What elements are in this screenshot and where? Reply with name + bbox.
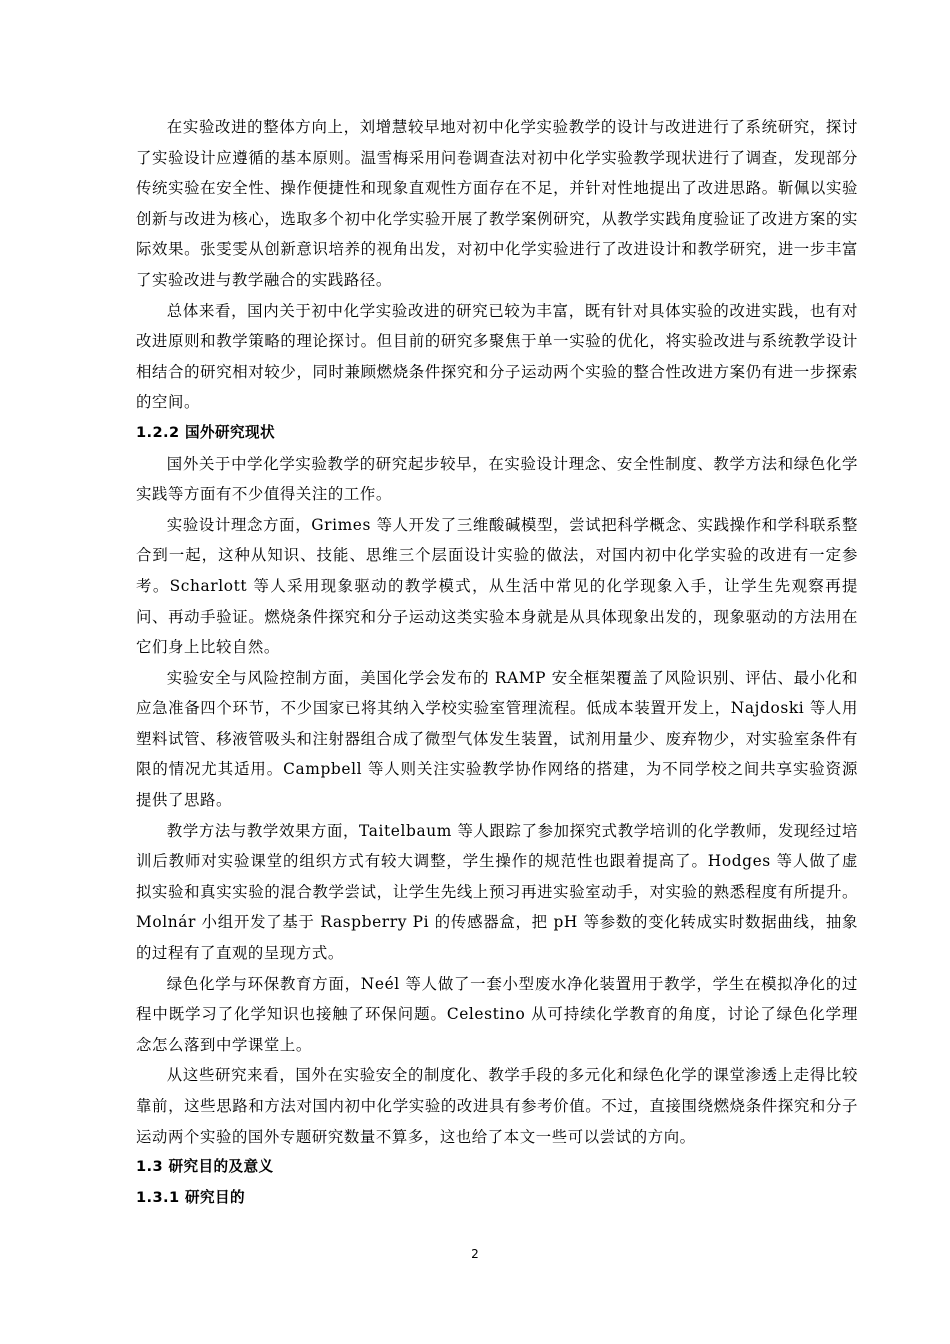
section-heading-1-3: 1.3 研究目的及意义 bbox=[136, 1158, 274, 1176]
paragraph-safety-risk: 实验安全与风险控制方面，美国化学会发布的 RAMP 安全框架覆盖了风险识别、评估、最小化和应急准备四个环节，不少国家已将其纳入学校实验室管理流程。低成本装置开发上，Najdoski 等人用塑料试管、移液管吸头和注射器组合成了微型气体发生装置，试剂用量少、废弃物少，对实验室条件有限的情况尤其适用。Campbell 等人则关注实验教学协作网络的搭建，为不同学校之间共享实验资源提供了思路。 bbox=[136, 668, 858, 810]
paragraph-foreign-summary: 从这些研究来看，国外在实验安全的制度化、教学手段的多元化和绿色化学的课堂渗透上走得比较靠前，这些思路和方法对国内初中化学实验的改进具有参考价值。不过，直接围绕燃烧条件探究和分子运动两个实验的国外专题研究数量不算多，这也给了本文一些可以尝试的方向。 bbox=[136, 1066, 858, 1146]
page-number: 2 bbox=[471, 1247, 479, 1261]
section-heading-1-2-2: 1.2.2 国外研究现状 bbox=[136, 423, 275, 441]
paragraph-design-concept: 实验设计理念方面，Grimes 等人开发了三维酸碱模型，尝试把科学概念、实践操作和学科联系整合到一起，这种从知识、技能、思维三个层面设计实验的做法，对国内初中化学实验的改进有一定参考。Scharlott 等人采用现象驱动的教学模式，从生活中常见的化学现象入手，让学生先观察再提问、再动手验证。燃烧条件探究和分子运动这类实验本身就是从具体现象出发的，现象驱动的方法用在它们身上比较自然。 bbox=[136, 515, 858, 657]
paragraph-green-chemistry: 绿色化学与环保教育方面，Neél 等人做了一套小型废水净化装置用于教学，学生在模拟净化的过程中既学习了化学知识也接触了环保问题。Celestino 从可持续化学教育的角度，讨论了绿色化学理念怎么落到中学课堂上。 bbox=[136, 974, 858, 1054]
paragraph-domestic-improvement: 在实验改进的整体方向上，刘增慧较早地对初中化学实验教学的设计与改进进行了系统研究，探讨了实验设计应遵循的基本原则。温雪梅采用问卷调查法对初中化学实验教学现状进行了调查，发现部分传统实验在安全性、操作便捷性和现象直观性方面存在不足，并针对性地提出了改进思路。靳佩以实验创新与改进为核心，选取多个初中化学实验开展了教学案例研究，从教学实践角度验证了改进方案的实际效果。张雯雯从创新意识培养的视角出发，对初中化学实验进行了改进设计和教学研究，进一步丰富了实验改进与教学融合的实践路径。 bbox=[136, 118, 858, 289]
paragraph-teaching-methods: 教学方法与教学效果方面，Taitelbaum 等人跟踪了参加探究式教学培训的化学教师，发现经过培训后教师对实验课堂的组织方式有较大调整，学生操作的规范性也跟着提高了。Hodges 等人做了虚拟实验和真实实验的混合教学尝试，让学生先线上预习再进实验室动手，对实验的熟悉程度有所提升。Molnár 小组开发了基于 Raspberry Pi 的传感器盒，把 pH 等参数的变化转成实时数据曲线，抽象的过程有了直观的呈现方式。 bbox=[136, 821, 858, 963]
section-heading-1-3-1: 1.3.1 研究目的 bbox=[136, 1188, 246, 1206]
page-content bbox=[136, 112, 858, 1213]
paragraph-domestic-summary: 总体来看，国内关于初中化学实验改进的研究已较为丰富，既有针对具体实验的改进实践，也有对改进原则和教学策略的理论探讨。但目前的研究多聚焦于单一实验的优化，将实验改进与系统教学设计相结合的研究相对较少，同时兼顾燃烧条件探究和分子运动两个实验的整合性改进方案仍有进一步探索的空间。 bbox=[136, 301, 858, 412]
paragraph-foreign-intro: 国外关于中学化学实验教学的研究起步较早，在实验设计理念、安全性制度、教学方法和绿色化学实践等方面有不少值得关注的工作。 bbox=[136, 454, 858, 504]
